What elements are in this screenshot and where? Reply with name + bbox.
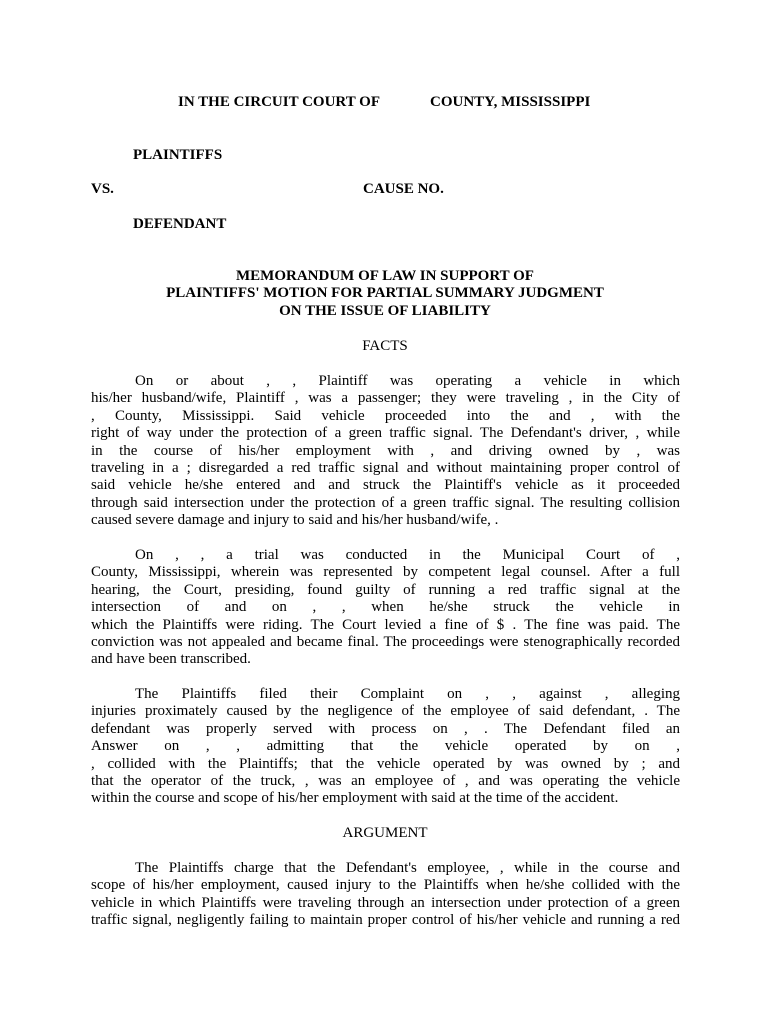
text-line: vehicle in which Plaintiffs were traveling through an intersection under protection of a green: [91, 894, 680, 911]
text-line: On or about , , Plaintiff was operating a vehicle in which: [135, 373, 680, 389]
text-line: right of way under the protection of a green traffic signal. The Defendant's driver, , while: [91, 425, 680, 442]
title-line-1: MEMORANDUM OF LAW IN SUPPORT OF: [236, 268, 534, 284]
text-line: caused severe damage and injury to said and his/her husband/wife, .: [91, 512, 499, 529]
court-heading-left: IN THE CIRCUIT COURT OF: [178, 94, 381, 110]
court-heading-right: COUNTY, MISSISSIPPI: [430, 94, 591, 110]
text-line: in the course of his/her employment with , and driving owned by , was: [91, 442, 680, 459]
text-line: through said intersection under the protection of a green traffic signal. The resulting collision: [91, 494, 680, 511]
facts-paragraph-2: [91, 547, 680, 669]
text-line: intersection of and on , , when he/she struck the vehicle in: [91, 599, 680, 616]
text-line: injuries proximately caused by the negligence of the employee of said defendant, . The: [91, 703, 680, 720]
text-line: that the operator of the truck, , was an employee of , and was operating the vehicle: [91, 773, 680, 790]
text-line: , County, Mississippi. Said vehicle proceeded into the and , with the: [91, 407, 680, 424]
title-line-2: PLAINTIFFS' MOTION FOR PARTIAL SUMMARY JUDGMENT: [166, 285, 604, 301]
text-line: which the Plaintiffs were riding. The Court levied a fine of $ . The fine was paid. The: [91, 616, 680, 633]
text-line: The Plaintiffs filed their Complaint on , , against , alleging: [135, 686, 680, 702]
text-line: traveling in a ; disregarded a red traffic signal and without maintaining proper control of: [91, 460, 680, 477]
text-line: On , , a trial was conducted in the Municipal Court of ,: [135, 547, 680, 563]
defendant-label: DEFENDANT: [133, 216, 227, 232]
text-line: said vehicle he/she entered and and struck the Plaintiff's vehicle as it proceeded: [91, 477, 680, 494]
facts-paragraph-1: [91, 373, 680, 530]
text-line: County, Mississippi, wherein was represented by competent legal counsel. After a full: [91, 564, 680, 581]
text-line: his/her husband/wife, Plaintiff , was a passenger; they were traveling , in the City of: [91, 390, 680, 407]
plaintiffs-label: PLAINTIFFS: [133, 147, 223, 163]
versus-label: VS.: [91, 181, 114, 197]
argument-heading: ARGUMENT: [342, 825, 428, 841]
text-line: within the course and scope of his/her employment with said at the time of the accident.: [91, 790, 619, 807]
text-line: The Plaintiffs charge that the Defendant's employee, , while in the course and: [135, 860, 680, 876]
title-line-3: ON THE ISSUE OF LIABILITY: [279, 303, 491, 319]
argument-paragraph-1: [91, 860, 680, 930]
text-line: traffic signal, negligently failing to maintain proper control of his/her vehicle and running a red: [91, 912, 680, 929]
facts-heading: FACTS: [362, 338, 408, 354]
text-line: , collided with the Plaintiffs; that the vehicle operated by was owned by ; and: [91, 755, 680, 772]
text-line: hearing, the Court, presiding, found guilty of running a red traffic signal at the: [91, 581, 680, 598]
text-line: defendant was properly served with process on , . The Defendant filed an: [91, 720, 680, 737]
text-line: Answer on , , admitting that the vehicle operated by on ,: [91, 738, 680, 755]
text-line: conviction was not appealed and became final. The proceedings were stenographically recorded: [91, 634, 680, 651]
facts-paragraph-3: [91, 686, 680, 808]
text-line: scope of his/her employment, caused injury to the Plaintiffs when he/she collided with the: [91, 877, 680, 894]
cause-number-label: CAUSE NO.: [363, 181, 444, 197]
text-line: and have been transcribed.: [91, 651, 251, 668]
